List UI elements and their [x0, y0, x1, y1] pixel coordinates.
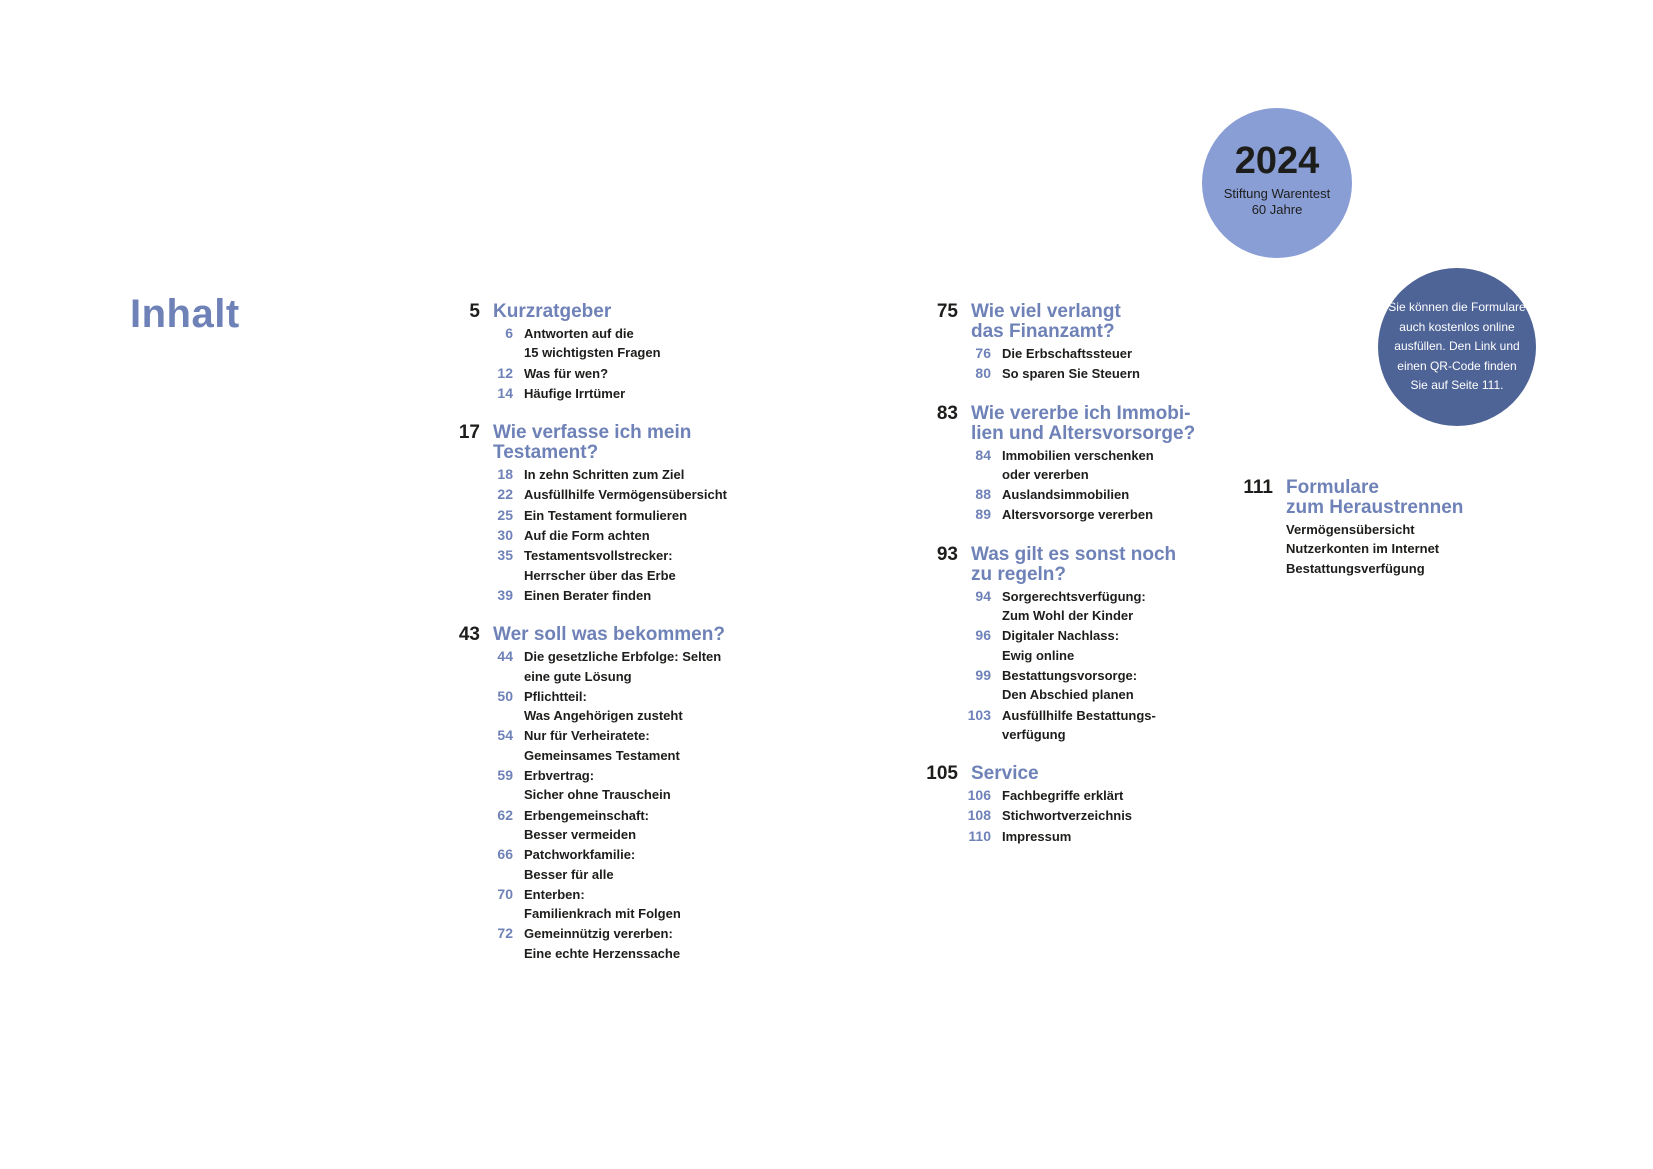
toc-section[interactable]: [924, 764, 1195, 846]
entry-title: Digitaler Nachlass: Ewig online: [1002, 628, 1120, 663]
section-title: Kurzratgeber: [493, 301, 612, 322]
section-heading: [446, 302, 727, 322]
entry-title: Ein Testament formulieren: [524, 507, 688, 523]
entry-title: So sparen Sie Steuern: [1002, 366, 1140, 382]
toc-entry[interactable]: [446, 526, 727, 545]
entry-page-number: 25: [497, 506, 513, 523]
toc-section[interactable]: [1243, 477, 1464, 578]
entry-page-number: 103: [967, 706, 991, 723]
toc-entry[interactable]: [924, 786, 1195, 805]
toc-column-2: [924, 302, 1195, 866]
entry-page-number: 50: [497, 687, 513, 704]
entry-page-number: 96: [975, 627, 991, 644]
section-title: Wer soll was bekommen?: [493, 624, 725, 646]
entry-page-number: 89: [975, 506, 991, 523]
section-heading: [924, 404, 1195, 444]
toc-entry[interactable]: [446, 766, 727, 805]
section-page-number: 43: [458, 624, 480, 646]
entry-title: Was für wen?: [524, 365, 609, 381]
entry-page-number: 108: [967, 807, 991, 824]
page-title: Inhalt: [130, 292, 240, 336]
toc-section[interactable]: [924, 545, 1195, 744]
toc-entry[interactable]: [446, 586, 727, 605]
entry-page-number: 94: [975, 587, 991, 604]
section-page-number: 83: [936, 402, 958, 424]
entry-title: Impressum: [1002, 828, 1072, 844]
toc-section[interactable]: [446, 302, 727, 403]
entry-title: Erbengemeinschaft: Besser vermeiden: [524, 807, 649, 842]
entry-list: [446, 465, 727, 605]
entry-page-number: 76: [975, 345, 991, 361]
section-page-number: 105: [926, 763, 958, 785]
entry-page-number: 88: [975, 486, 991, 503]
form-list: [1286, 520, 1463, 578]
entry-title: In zehn Schritten zum Ziel: [524, 467, 685, 483]
form-item[interactable]: Nutzerkonten im Internet: [1286, 541, 1440, 557]
form-item[interactable]: Bestattungsverfügung: [1286, 560, 1425, 576]
section-title: Service: [971, 763, 1039, 785]
entry-page-number: 62: [497, 806, 513, 823]
toc-entry[interactable]: [924, 827, 1195, 846]
section-title: Was gilt es sonst noch zu regeln?: [971, 543, 1177, 585]
entry-title: Häufige Irrtümer: [524, 385, 626, 401]
entry-page-number: 35: [497, 547, 513, 564]
section-title: Wie verfasse ich mein Testament?: [493, 422, 692, 464]
section-page-number: 75: [936, 301, 958, 322]
toc-entry[interactable]: [924, 364, 1195, 383]
entry-list: [924, 446, 1195, 525]
entry-page-number: 18: [497, 466, 513, 483]
entry-title: Sorgerechtsverfügung: Zum Wohl der Kinder: [1002, 588, 1146, 624]
entry-title: Enterben: Familienkrach mit Folgen: [524, 886, 681, 922]
toc-entry[interactable]: [446, 806, 727, 845]
entry-title: Ausfüllhilfe Bestattungs- verfügung: [1002, 707, 1156, 742]
toc-entry[interactable]: [924, 666, 1195, 705]
entry-page-number: 44: [497, 648, 513, 665]
entry-page-number: 70: [497, 885, 513, 902]
online-forms-note-text: Sie können die Formulare auch kostenlos online ausfüllen. Den Link und einen QR-Code finden Sie auf Seite 111.: [1388, 300, 1526, 393]
entry-page-number: 99: [975, 666, 991, 683]
entry-title: Ausfüllhilfe Vermögensübersicht: [524, 487, 727, 503]
online-forms-note-badge: [1378, 268, 1536, 426]
entry-page-number: 14: [497, 384, 513, 401]
entry-title: Immobilien verschenken oder vererben: [1002, 447, 1154, 482]
entry-list: [924, 786, 1195, 846]
entry-title: Die Erbschaftssteuer: [1002, 346, 1133, 361]
entry-page-number: 30: [497, 527, 513, 544]
toc-entry[interactable]: [446, 384, 727, 403]
entry-title: Erbvertrag: Sicher ohne Trauschein: [524, 768, 671, 803]
entry-page-number: 6: [505, 325, 513, 341]
entry-title: Testamentsvollstrecker: Herrscher über das Erbe: [524, 548, 676, 583]
entry-page-number: 66: [497, 846, 513, 863]
toc-entry[interactable]: [446, 687, 727, 726]
section-heading: [924, 545, 1195, 585]
entry-page-number: 84: [975, 446, 991, 463]
toc-column-3: [1243, 477, 1464, 598]
entry-page-number: 22: [497, 486, 513, 503]
section-page-number: 111: [1243, 477, 1273, 498]
section-title: Wie viel verlangt das Finanzamt?: [971, 301, 1121, 342]
section-page-number: 5: [469, 301, 480, 322]
entry-page-number: 54: [497, 727, 513, 744]
entry-page-number: 72: [497, 925, 513, 942]
toc-entry[interactable]: [446, 924, 727, 963]
section-heading: [924, 764, 1195, 784]
anniversary-year: 2024: [1234, 140, 1320, 182]
entry-page-number: 59: [497, 767, 513, 784]
entry-title: Antworten auf die 15 wichtigsten Fragen: [524, 326, 661, 361]
entry-title: Einen Berater finden: [524, 587, 652, 603]
toc-entry[interactable]: [446, 546, 727, 585]
section-heading: [1243, 477, 1464, 518]
section-title: Wie vererbe ich Immobi- lien und Altersvorsorge?: [971, 402, 1196, 444]
entry-title: Die gesetzliche Erbfolge: Selten eine gute Lösung: [524, 649, 722, 684]
toc-entry[interactable]: [924, 485, 1195, 504]
toc-entry[interactable]: [446, 465, 727, 484]
entry-page-number: 110: [968, 827, 991, 844]
toc-entry[interactable]: [924, 344, 1195, 363]
toc-entry[interactable]: [446, 324, 727, 363]
section-page-number: 93: [936, 543, 958, 565]
toc-entry[interactable]: [924, 587, 1195, 626]
entry-list: [446, 647, 727, 963]
toc-entry[interactable]: [446, 485, 727, 504]
toc-entry[interactable]: [924, 806, 1195, 825]
toc-column-1: [446, 302, 727, 983]
entry-title: Bestattungsvorsorge: Den Abschied planen: [1002, 667, 1138, 703]
entry-page-number: 106: [967, 787, 991, 804]
section-title: Formulare zum Heraustrennen: [1286, 477, 1464, 518]
entry-title: Auf die Form achten: [524, 528, 650, 544]
toc-section[interactable]: [924, 302, 1195, 384]
toc-entry[interactable]: [446, 364, 727, 383]
section-heading: [924, 302, 1195, 342]
entry-title: Patchworkfamilie: Besser für alle: [524, 847, 636, 882]
anniversary-org: Stiftung Warentest: [1223, 186, 1331, 201]
anniversary-badge: [1202, 108, 1352, 258]
toc-entry[interactable]: [924, 505, 1195, 524]
entry-title: Stichwortverzeichnis: [1002, 808, 1133, 824]
entry-list: [924, 587, 1195, 744]
entry-title: Nur für Verheiratete: Gemeinsames Testament: [524, 728, 680, 763]
entry-title: Auslandsimmobilien: [1002, 487, 1130, 503]
toc-entry[interactable]: [446, 506, 727, 525]
entry-title: Altersvorsorge vererben: [1002, 507, 1154, 523]
anniversary-years: 60 Jahre: [1251, 202, 1303, 217]
form-item[interactable]: Vermögensübersicht: [1286, 522, 1415, 537]
toc-entry[interactable]: [924, 706, 1195, 745]
toc-entry[interactable]: [446, 726, 727, 765]
section-heading: [446, 423, 727, 463]
entry-title: Gemeinnützig vererben: Eine echte Herzenssache: [524, 926, 681, 961]
toc-section[interactable]: [924, 404, 1195, 525]
entry-page-number: 39: [497, 586, 513, 603]
entry-title: Fachbegriffe erklärt: [1002, 788, 1124, 804]
entry-list: [446, 324, 727, 403]
toc-entry[interactable]: [924, 446, 1195, 485]
entry-title: Pflichtteil: Was Angehörigen zusteht: [524, 688, 683, 724]
entry-page-number: 80: [975, 365, 991, 382]
section-page-number: 17: [458, 422, 480, 444]
toc-entry[interactable]: [446, 885, 727, 924]
toc-entry[interactable]: [446, 845, 727, 884]
section-heading: [446, 625, 727, 645]
toc-entry[interactable]: [446, 647, 727, 686]
entry-page-number: 12: [497, 364, 513, 381]
entry-list: [924, 344, 1195, 384]
toc-section[interactable]: [446, 625, 727, 963]
toc-section[interactable]: [446, 423, 727, 605]
toc-entry[interactable]: [924, 626, 1195, 665]
